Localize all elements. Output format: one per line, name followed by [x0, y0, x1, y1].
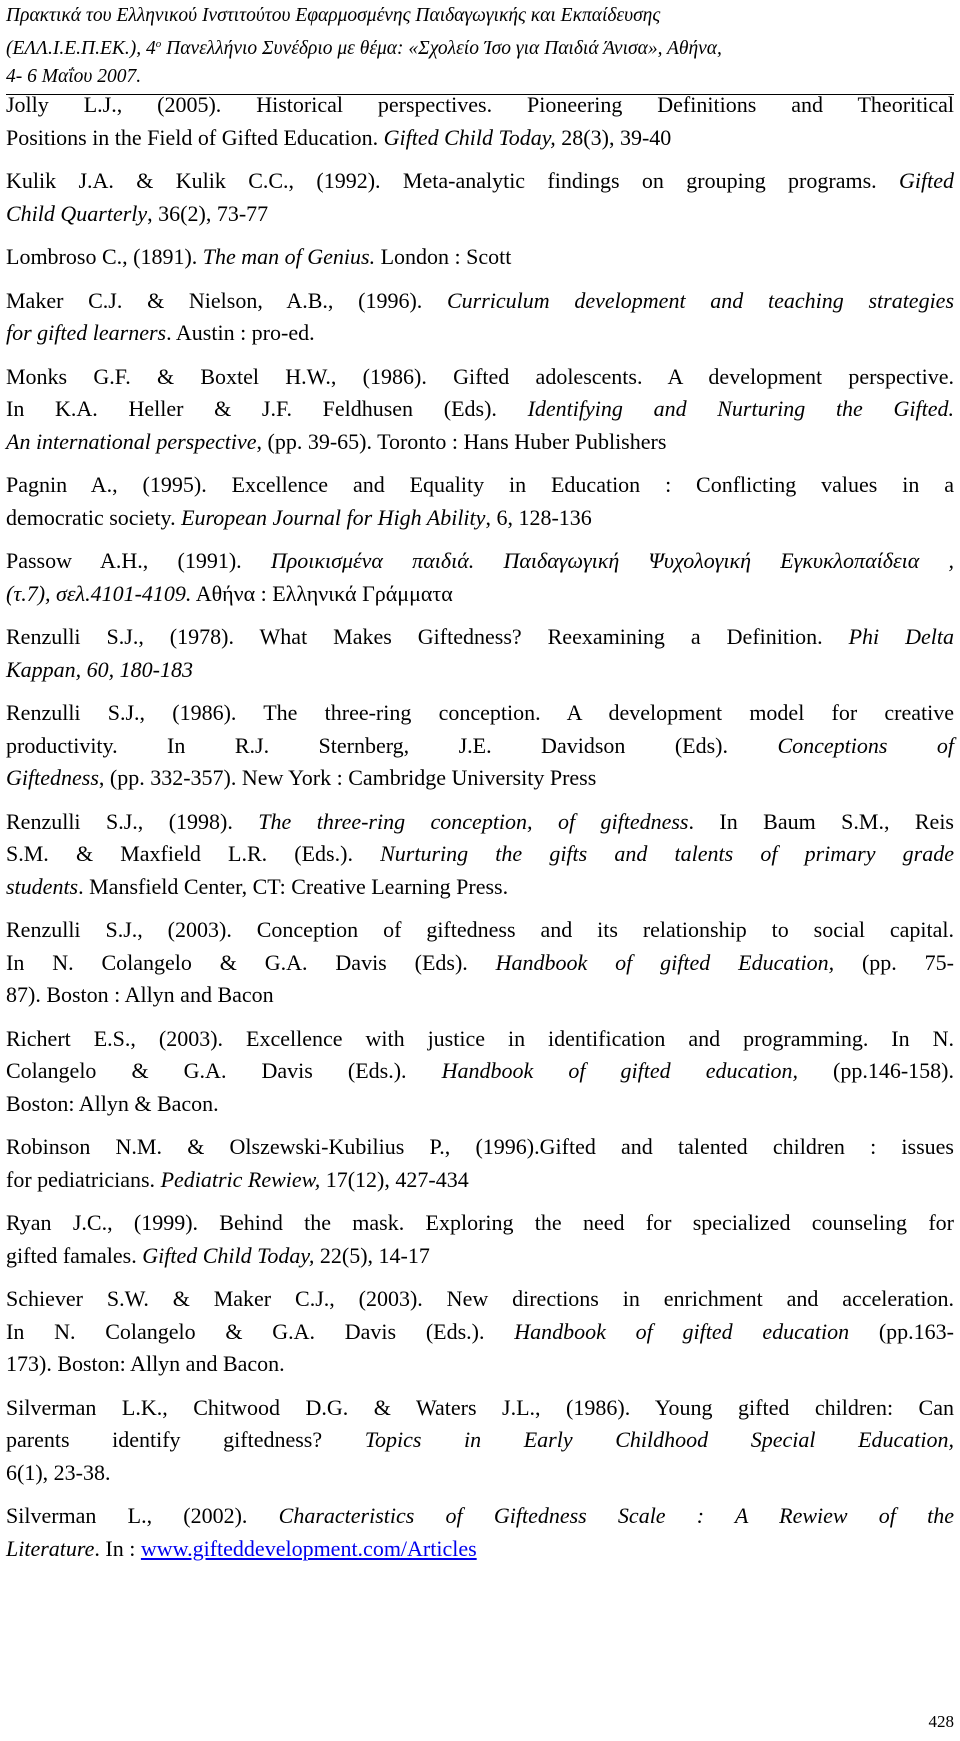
header-line-2: (ΕΛΛ.Ι.Ε.Π.ΕΚ.), $4^o$ Πανελλήνιο Συνέδριο με θέμα: «Σχολείο Ίσο για Παιδιά Άνισα», Αθήνα, — [6, 38, 722, 59]
running-header — [6, 2, 954, 95]
reference-schiever: Schiever S.W. & Maker C.J., (2003). New directions in enrichment and acceleration. In N. Colangelo & G.A. Davis (Eds.). Handbook of gifted education (pp.163- 173). Boston: Allyn and Bacon. — [6, 1286, 954, 1376]
reference-renzulli-1978: Renzulli S.J., (1978). What Makes Giftedness? Reexamining a Definition. Phi Delta Kappan, 60, 180-183 — [6, 624, 954, 682]
reference-renzulli-1998: Renzulli S.J., (1998). The three-ring conception, of giftedness. In Baum S.M., Reis S.M. & Maxfield L.R. (Eds.). Nurturing the gifts and talents of primary grade students. Mansfield Center, CT: Creative Learning Press. — [6, 808, 954, 899]
reference-passow: Passow A.H., (1991). Προικισμένα παιδιά. Παιδαγωγική Ψυχολογική Εγκυκλοπαίδεια , (τ.7), σελ.4101-4109. Αθήνα : Ελληνικά Γράμματα — [6, 548, 955, 606]
reference-ryan: Ryan J.C., (1999). Behind the mask. Exploring the need for specialized counseling for gifted famales. Gifted Child Today, 22(5), 14-17 — [6, 1210, 954, 1268]
reference-kulik: Kulik J.A. & Kulik C.C., (1992). Meta-analytic findings on grouping programs. Gifted Child Quarterly, 36(2), 73-77 — [6, 168, 954, 226]
reference-robinson: Robinson N.M. & Olszewski-Kubilius P., (1996).Gifted and talented children : issues for pediatricians. Pediatric Rewiew, 17(12), 427-434 — [6, 1134, 954, 1192]
page-number: 428 — [928, 1712, 954, 1731]
reference-jolly: Jolly L.J., (2005). Historical perspectives. Pioneering Definitions and Theoritical Positions in the Field of Gifted Education. Gifted Child Today, 28(3), 39-40 — [6, 92, 954, 150]
reference-pagnin: Pagnin A., (1995). Excellence and Equality in Education : Conflicting values in a democratic society. European Journal for High Ability, 6, 128-136 — [6, 472, 954, 530]
header-line-1: Πρακτικά του Ελληνικού Ινστιτούτου Εφαρμοσμένης Παιδαγωγικής και Εκπαίδευσης — [6, 5, 661, 26]
reference-renzulli-2003: Renzulli S.J., (2003). Conception of giftedness and its relationship to social capital. In N. Colangelo & G.A. Davis (Eds). Handbook of gifted Education, (pp. 75- 87). Boston : Allyn and Bacon — [6, 917, 955, 1007]
reference-maker: Maker C.J. & Nielson, A.B., (1996). Curriculum development and teaching strategies for gifted learners. Austin : pro-ed. — [6, 287, 955, 345]
reference-silverman-1986: Silverman L.K., Chitwood D.G. & Waters J.L., (1986). Young gifted children: Can parents identify giftedness? Topics in Early Childhood Special Education, 6(1), 23-38. — [6, 1394, 954, 1485]
reference-list — [6, 89, 954, 1576]
reference-lombroso: Lombroso C., (1891). The man of Genius. London : Scott — [6, 244, 512, 269]
header-line-3: 4- 6 Μαΐου 2007. — [6, 66, 142, 87]
gifted-development-link[interactable]: www.gifteddevelopment.com/Articles — [140, 1535, 477, 1561]
reference-silverman-2002: Silverman L., (2002). Characteristics of Giftedness Scale : A Rewiew of the Literature. In : www.gifteddevelopment.com/Articles — [6, 1503, 954, 1561]
reference-renzulli-1986: Renzulli S.J., (1986). The three-ring conception. A development model for creative productivity. In R.J. Sternberg, J.E. Davidson (Eds). Conceptions of Giftedness, (pp. 332-357). New York : Cambridge University Press — [6, 700, 954, 790]
reference-monks: Monks G.F. & Boxtel H.W., (1986). Gifted adolescents. A development perspective. In K.A. Heller & J.F. Feldhusen (Eds). Identifying and Nurturing the Gifted. An international perspective, (pp. 39-65). Toronto : Hans Huber Publishers — [6, 363, 954, 454]
reference-richert: Richert E.S., (2003). Excellence with justice in identification and programming. In N. Colangelo & G.A. Davis (Eds.). Handbook of gifted education, (pp.146-158). Boston: Allyn & Bacon. — [6, 1025, 954, 1116]
